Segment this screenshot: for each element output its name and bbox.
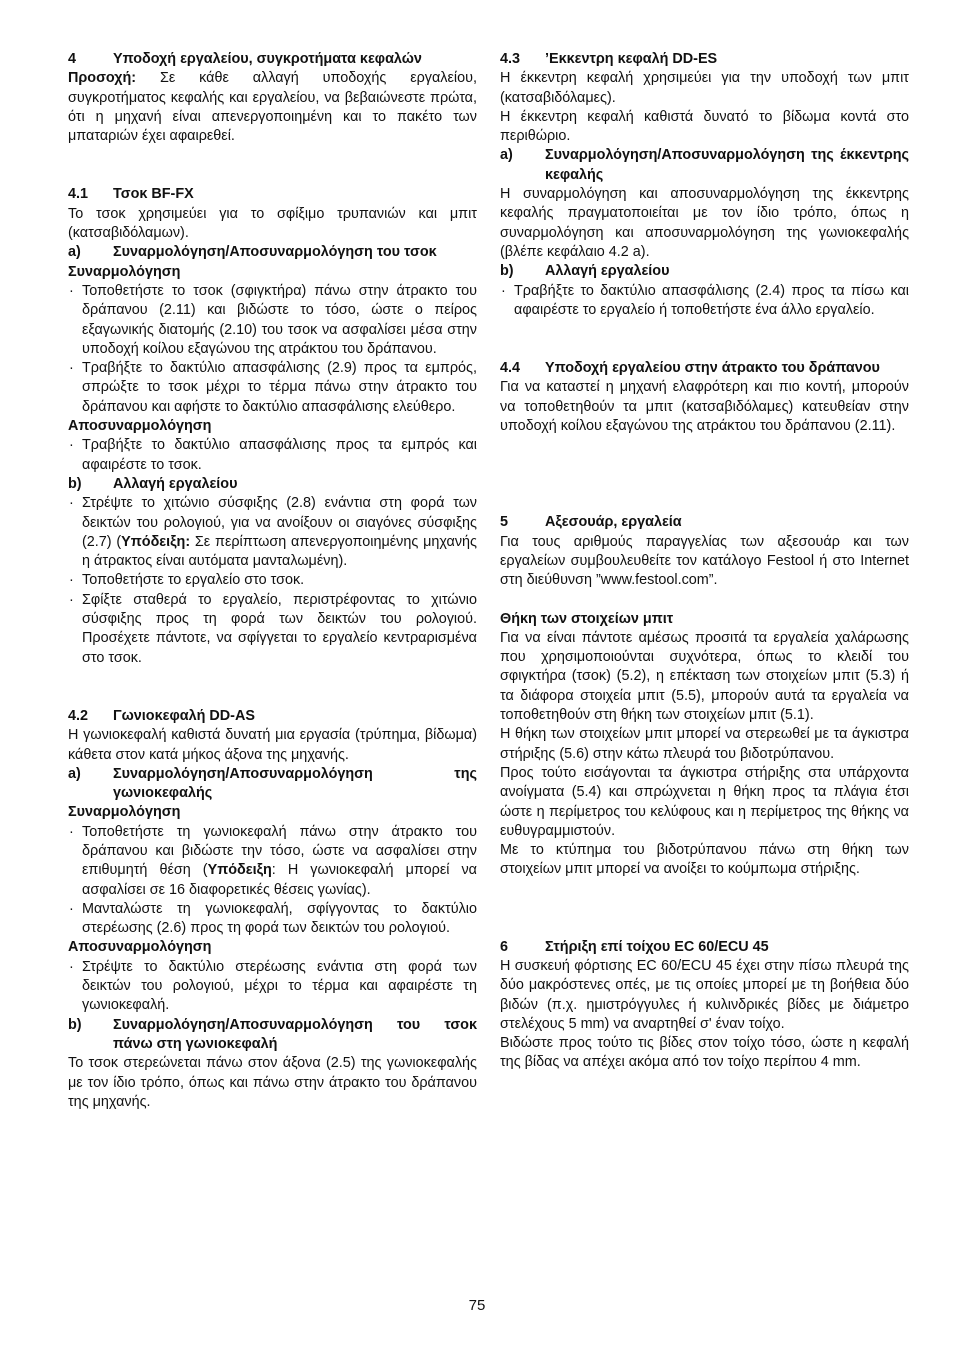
section-5-heading: [500, 513, 909, 532]
subsection-letter: a): [500, 147, 513, 164]
bullet-item: · Τραβήξτε το δακτύλιο απασφάλισης (2.9) προς τα εμπρός, σπρώξτε το τσοκ μέχρι το τέρμα πάνω στην άτρακτο του δράπανου και αφήστε το δακτύλιο απασφάλισης ελεύθερο.: [68, 359, 477, 417]
paragraph: Για τους αριθμούς παραγγελίας των αξεσουάρ και των εργαλείων συμβουλευθείτε τον κατάλογο Festool ή στο Internet στη διεύθυνση ”www.festool.com”.: [500, 533, 909, 589]
paragraph: Για να είναι πάντοτε αμέσως προσιτά τα εργαλεία χαλάρωσης που χρησιμοποιούνται συχνότερα, όπως το κλειδί του σφιγκτήρα (τσοκ) (5.2), η επέκταση των στοιχείων μπιτ (5.3) ή τα διάφορα στοιχεία μπιτ (5.5), μπορούν αυτά τα εργαλεία να τοποθετηθούν στη θήκη των στοιχείων μπιτ (5.1).: [500, 629, 909, 724]
bullet-item: · Μανταλώστε τη γωνιοκεφαλή, σφίγγοντας το δακτύλιο στερέωσης (2.6) προς τη φορά των δεικτών του ρολογιού.: [68, 900, 477, 939]
subsection-title: Αλλαγή εργαλείου: [113, 475, 238, 492]
bullet-item: · Στρέψτε το δακτύλιο στερέωσης ενάντια στη φορά των δεικτών του ρολογιού, μέχρι το τέρμα και αφαιρέστε τη γωνιοκεφαλή.: [68, 958, 477, 1016]
subsection-heading: [68, 243, 477, 262]
section-number: 5: [500, 514, 509, 531]
attention-label: Προσοχή:: [68, 70, 137, 87]
right-column: [500, 50, 909, 1073]
paragraph: Η έκκεντρη κεφαλή καθιστά δυνατό το βίδωμα κοντά στο περιθώριο.: [500, 108, 909, 145]
paragraph: Η συναρμολόγηση και αποσυναρμολόγηση της έκκεντρης κεφαλής πραγματοποιείται με τον ίδιο τρόπο, όπως η συναρμολόγηση και αποσυναρμολόγηση της γωνιοκεφαλής (βλέπε κεφάλαιο 4.2 a).: [500, 186, 909, 260]
section-title: Αξεσουάρ, εργαλεία: [545, 514, 682, 531]
paragraph: Για να καταστεί η μηχανή ελαφρότερη και πιο κοντή, μπορούν να τοποθετηθούν τα μπιτ (κατσαβιδόλαμες) κατευθείαν στην υποδοχή κοίλου εξαγώνου της ατράκτου του δράπανου (2.11).: [500, 379, 909, 435]
subsection-letter: a): [68, 765, 81, 782]
bit-box-heading: Θήκη των στοιχείων μπιτ: [500, 610, 674, 627]
attention-text: Σε κάθε αλλαγή υποδοχής εργαλείου, συγκροτήματος κεφαλής και εργαλείου, να βεβαιώνεστε πρώτα, ότι η μηχανή είναι απενεργοποιημένη και το πακέτο των μπαταριών έχει αφαιρεθεί.: [68, 70, 477, 145]
subsection-letter: a): [68, 244, 81, 261]
section-title: Γωνιοκεφαλή DD-AS: [113, 707, 255, 724]
paragraph: Με το κτύπημα του βιδοτρύπανου πάνω στη θήκη των στοιχείων μπιτ μπορεί να ανοίξει το κούμπωμα στήριξης.: [500, 842, 909, 878]
subsection-title: Συναρμολόγηση/Αποσυναρμολόγηση της έκκεντρης κεφαλής: [545, 147, 909, 183]
bullet-item: · Τραβήξτε το δακτύλιο απασφάλισης (2.4) προς τα πίσω και αφαιρέστε το εργαλείο ή τοποθετήστε ένα άλλο εργαλείο.: [500, 282, 909, 321]
bullet-item: · Στρέψτε το χιτώνιο σύσφιξης (2.8) ενάντια στη φορά των δεικτών του ρολογιού, για να ανοίξουν οι σιαγόνες σύσφιξης (2.7) (Υπόδειξη: Σε περίπτωση απενεργοποιημένης μηχανής η άτρακτος είναι αυτόματα μανταλωμένη).: [68, 494, 477, 571]
bullet-item: · Τοποθετήστε το εργαλείο στο τσοκ.: [68, 571, 477, 590]
section-title: Υποδοχή εργαλείου στην άτρακτο του δράπανου: [545, 360, 880, 377]
subsection-letter: b): [500, 263, 514, 280]
subsection-heading: [500, 146, 909, 185]
subsection-heading: [68, 1016, 477, 1055]
section-number: 4: [68, 51, 77, 67]
subsection-title: Αλλαγή εργαλείου: [545, 263, 670, 280]
left-column: [68, 50, 477, 1112]
subsection-heading: [500, 262, 909, 281]
label-assembly: Συναρμολόγηση: [68, 263, 181, 280]
section-title: Υποδοχή εργαλείου, συγκροτήματα κεφαλών: [113, 51, 422, 67]
section-title: Στήριξη επί τοίχου EC 60/ECU 45: [545, 938, 769, 955]
section-6-heading: [500, 938, 909, 957]
paragraph: Προς τούτο εισάγονται τα άγκιστρα στήριξης στα υπάρχοντα ανοίγματα (5.4) και σπρώχνεται η θήκη προς τα πλάγια έτσι ώστε η περίμετρος του κελύφους και η περίμετρος της θήκης να ευθυγραμμιστούν.: [500, 764, 909, 839]
section-4-heading: [68, 50, 477, 69]
section-title: ’Εκκεντρη κεφαλή DD-ES: [545, 51, 718, 67]
section-4-2-heading: [68, 707, 477, 726]
section-number: 4.4: [500, 360, 521, 377]
subsection-heading: [68, 475, 477, 494]
paragraph: Βιδώστε προς τούτο τις βίδες στον τοίχο τόσο, ώστε η κεφαλή της βίδας να απέχει ακόμα από τον τοίχο περίπου 4 mm.: [500, 1035, 909, 1071]
bullet-item: · Σφίξτε σταθερά το εργαλείο, περιστρέφοντας το χιτώνιο σύσφιξης προς τη φορά των δεικτών του ρολογιού. Προσέχετε πάντοτε, να σφίγγεται το εργαλείο κεντραρισμένα στο τσοκ.: [68, 591, 477, 668]
hint-label: Υπόδειξη:: [121, 533, 191, 550]
subsection-letter: b): [68, 475, 82, 492]
section-4-3-heading: [500, 50, 909, 69]
paragraph: Η έκκεντρη κεφαλή χρησιμεύει για την υποδοχή των μπιτ (κατσαβιδόλαμες).: [500, 70, 909, 106]
label-disassembly: Αποσυναρμολόγηση: [68, 418, 212, 435]
bullet-item: · Τοποθετήστε το τσοκ (σφιγκτήρα) πάνω στην άτρακτο του δράπανου (2.11) και βιδώστε το τόσο, ώστε ο πείρος εξαγωνικής διατομής (2.10) του τσοκ να ασφαλίσει μέσα στην υποδοχή κοίλου εξαγώνου της ατράκτου του δράπανου.: [68, 282, 477, 359]
section-4-4-heading: [500, 359, 909, 378]
paragraph: Η γωνιοκεφαλή καθιστά δυνατή μια εργασία (τρύπημα, βίδωμα) κάθετα στον κατά μήκος άξονα της μηχανής.: [68, 727, 477, 763]
section-number: 4.1: [68, 186, 89, 203]
page-number: 75: [468, 1297, 486, 1314]
bullet-item: · Τοποθετήστε τη γωνιοκεφαλή πάνω στην άτρακτο του δράπανου και βιδώστε την τόσο, ώστε να ασφαλίσει στην επιθυμητή θέση (Υπόδειξη: Η γωνιοκεφαλή μπορεί να ασφαλίσει σε 16 διαφορετικές θέσεις γωνίας).: [68, 823, 477, 900]
section-4-1-heading: [68, 185, 477, 204]
section-number: 4.3: [500, 51, 521, 67]
subsection-title: Συναρμολόγηση/Αποσυναρμολόγηση του τσοκ: [113, 244, 437, 261]
label-assembly: Συναρμολόγηση: [68, 804, 181, 821]
subsection-letter: b): [68, 1016, 82, 1033]
paragraph: Η θήκη των στοιχείων μπιτ μπορεί να στερεωθεί με τα άγκιστρα στήριξης (5.6) στην κάτω πλευρά του βιδοτρύπανου.: [500, 726, 909, 762]
bullet-item: · Τραβήξτε το δακτύλιο απασφάλισης προς τα εμπρός και αφαιρέστε το τσοκ.: [68, 436, 477, 475]
paragraph: Το τσοκ χρησιμεύει για το σφίξιμο τρυπανιών και μπιτ (κατσαβιδόλαμων).: [68, 205, 477, 242]
attention-paragraph: [68, 69, 477, 146]
section-title: Τσοκ BF-FX: [113, 186, 194, 203]
subsection-title: Συναρμολόγηση/Αποσυναρμολόγηση του τσοκ πάνω στη γωνιοκεφαλή: [113, 1016, 477, 1052]
subsection-heading: [68, 765, 477, 804]
label-disassembly: Αποσυναρμολόγηση: [68, 939, 212, 956]
hint-label: Υπόδειξη: [207, 862, 272, 879]
paragraph: Η συσκευή φόρτισης EC 60/ECU 45 έχει στην πίσω πλευρά της δύο μακρόστενες οπές, με τις οποίες μπορεί με τη βοήθεια δύο βιδών (π.χ. ημιστρόγγυλες ή κυλινδρικές βίδες με διάμετρο στελέχους 5 mm) να αναρτηθεί σ' έναν τοίχο.: [500, 957, 909, 1032]
paragraph: Το τσοκ στερεώνεται πάνω στον άξονα (2.5) της γωνιοκεφαλής με τον ίδιο τρόπο, όπως και πάνω στην άτρακτο του δράπανου της μηχανής.: [68, 1055, 477, 1110]
subsection-title: Συναρμολόγηση/Αποσυναρμολόγηση της γωνιοκεφαλής: [113, 765, 477, 802]
section-number: 6: [500, 938, 509, 955]
section-number: 4.2: [68, 707, 89, 724]
